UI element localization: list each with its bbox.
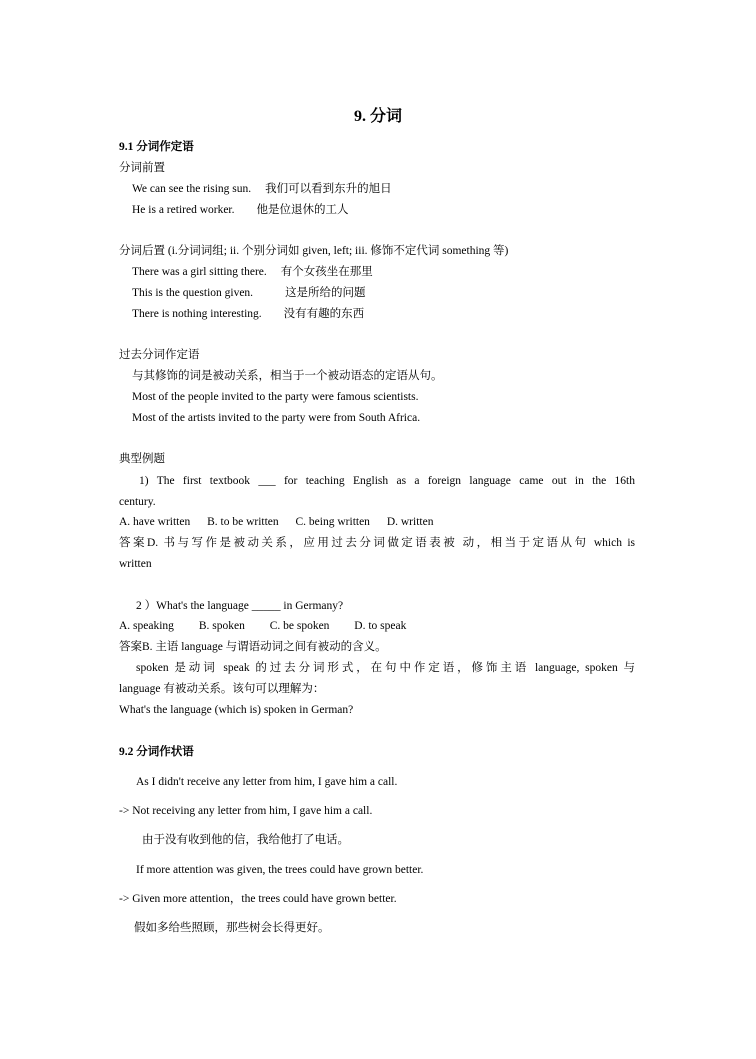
post-example-2-en: This is the question given.	[132, 287, 254, 299]
post-example-3-en: There is nothing interesting.	[132, 308, 262, 320]
post-example-1	[132, 265, 652, 280]
answer-2-line-4: What's the language (which is) spoken in German?	[119, 704, 354, 716]
question-1-options	[119, 515, 639, 530]
post-example-2-zh: 这是所给的问题	[285, 287, 366, 299]
adverbial-line-5: -> Given more attention，the trees could have grown better.	[119, 893, 397, 905]
q1-option-a: A. have written	[119, 516, 191, 528]
q1-option-d: D. written	[386, 516, 434, 528]
answer-2-line-1: 答案B. 主语 language 与谓语动词之间有被动的含义。	[119, 641, 387, 653]
section-9-1-heading: 9.1 分词作定语	[119, 141, 194, 153]
adverbial-line-3: 由于没有收到他的信，我给他打了电话。	[142, 834, 349, 846]
pre-example-1-en: We can see the rising sun.	[132, 183, 252, 195]
pre-example-2-zh: 他是位退休的工人	[256, 204, 349, 216]
post-example-2	[132, 286, 652, 301]
section-9-2-heading: 9.2 分词作状语	[119, 746, 194, 758]
pre-example-2-en: He is a retired worker.	[132, 204, 235, 216]
pre-position-label: 分词前置	[119, 162, 165, 174]
past-participle-label: 过去分词作定语	[119, 349, 200, 361]
past-participle-example-2: Most of the artists invited to the party were from South Africa.	[132, 412, 421, 424]
q1-option-b: B. to be written	[207, 516, 279, 528]
question-2-options	[119, 619, 639, 634]
post-position-label: 分词后置 (i.分词词组; ii. 个别分词如 given, left; iii. 修饰不定代词 something 等)	[119, 245, 509, 257]
past-participle-desc: 与其修饰的词是被动关系，相当于一个被动语态的定语从句。	[132, 370, 443, 382]
adverbial-line-1: As I didn't receive any letter from him, I gave him a call.	[136, 776, 398, 788]
adverbial-line-6: 假如多给些照顾，那些树会长得更好。	[134, 922, 330, 934]
q2-option-b: B. spoken	[198, 620, 245, 632]
answer-1-line-2: written	[119, 558, 152, 570]
page-title: 9. 分词	[353, 108, 402, 125]
pre-example-1	[132, 182, 652, 197]
q2-option-a: A. speaking	[119, 620, 174, 632]
pre-example-1-zh: 我们可以看到东升的旭日	[265, 183, 392, 195]
post-example-3-zh: 没有有趣的东西	[283, 308, 365, 320]
post-example-1-zh: 有个女孩坐在那里	[280, 266, 373, 278]
past-participle-example-1: Most of the people invited to the party were famous scientists.	[132, 391, 419, 403]
answer-2-line-2: spoken 是动词 speak 的过去分词形式，在句中作定语，修饰主语 language, spoken 与	[136, 662, 635, 674]
question-1-line-1: 1) The first textbook ___ for teaching English as a foreign language came out in the 16th	[139, 475, 635, 487]
question-1-line-2: century.	[119, 496, 156, 508]
typical-examples-label: 典型例题	[119, 453, 165, 465]
q2-option-c: C. be spoken	[269, 620, 330, 632]
answer-2-line-3: language 有被动关系。该句可以理解为：	[119, 683, 325, 695]
post-example-1-en: There was a girl sitting there.	[132, 266, 267, 278]
pre-example-2	[132, 203, 652, 218]
adverbial-line-4: If more attention was given, the trees could have grown better.	[136, 864, 424, 876]
adverbial-line-2: -> Not receiving any letter from him, I gave him a call.	[119, 805, 373, 817]
q2-option-d: D. to speak	[354, 620, 407, 632]
answer-1-line-1: 答案D. 书与写作是被动关系，应用过去分词做定语表被 动，相当于定语从句 which is	[119, 537, 635, 549]
post-example-3	[132, 307, 652, 322]
question-2: 2 ）What's the language _____ in Germany?	[136, 600, 344, 612]
q1-option-c: C. being written	[295, 516, 370, 528]
